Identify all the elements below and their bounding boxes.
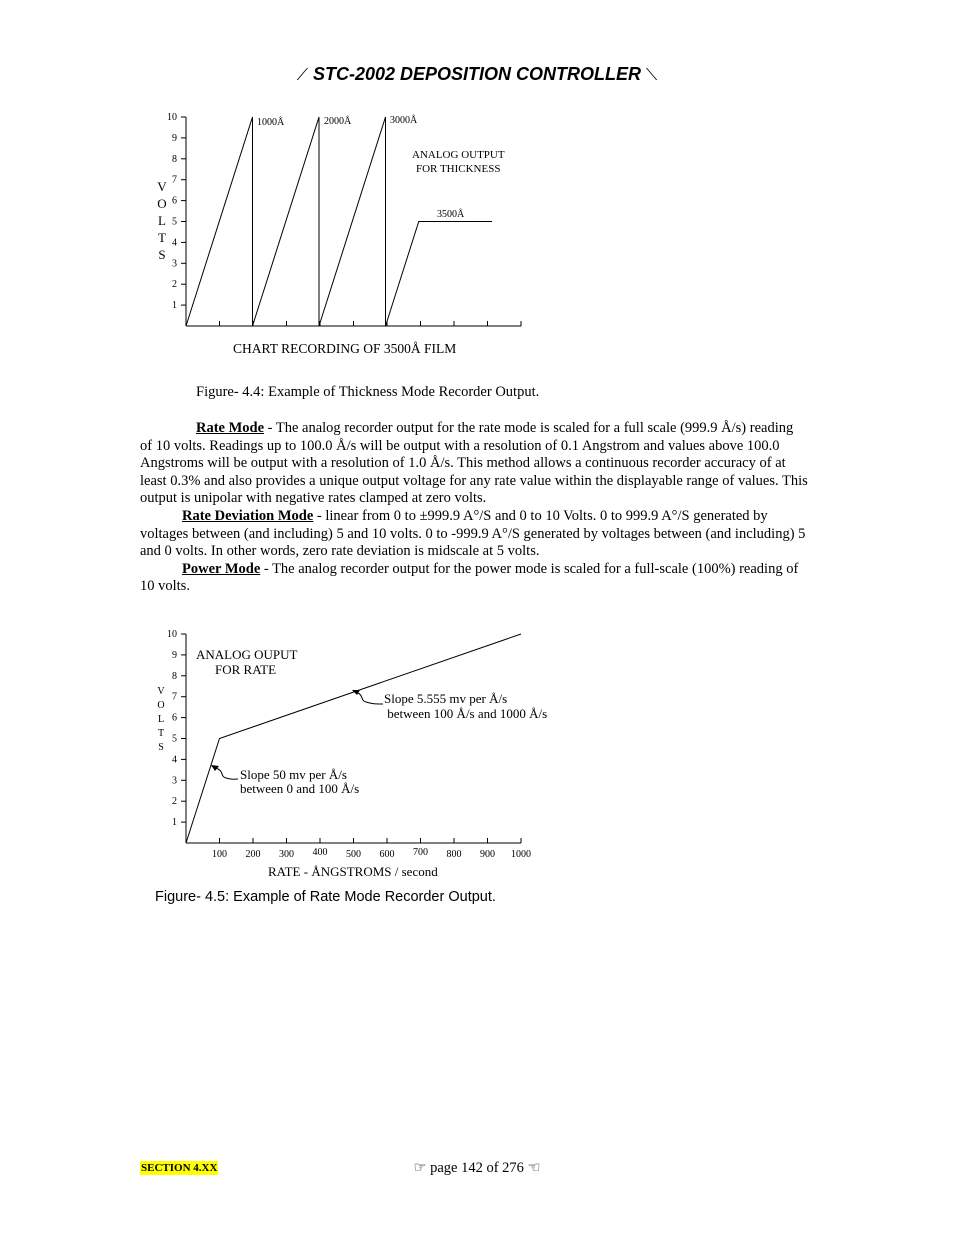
y-tick-label: 8 [172, 153, 177, 165]
x-tick-label: 100 [212, 849, 227, 860]
annotation-slope-upper-range: between 100 Å/s and 1000 Å/s [384, 706, 548, 721]
annotation-slope-upper: Slope 5.555 mv per Å/s [384, 691, 508, 706]
y-tick-label: 9 [172, 649, 177, 661]
y-tick-label: 4 [172, 754, 177, 766]
y-axis-label-letter: T [158, 230, 166, 245]
power-mode-text: - The analog recorder output for the power mode is scaled for a full-scale (100%) reading of 10 volts. [140, 560, 799, 595]
rate-mode-text: - The analog recorder output for the rate mode is scaled for a full scale (999.9 Å/s) reading of 10 volts. Readings up to 100.0 Å/s will be output with a resolution of 0.1 Angstrom and values above 100.0 Angstroms will be output with a resolution of 1.0 Å/s. This method allows a continuous recorder accuracy of at least 0.3% and also provides a unique output voltage for any rate value within the displayable range of values. This output is unipolar with negative rates clamped at zero volts. [140, 420, 808, 507]
y-axis-label-letter: L [157, 714, 165, 725]
annotation-slope-lower-range: between 0 and 100 Å/s [240, 781, 360, 796]
y-tick-label: 1 [172, 817, 177, 829]
y-tick-label: 10 [167, 629, 177, 640]
annotation-3500: 3500Å [437, 209, 465, 220]
page-header-title: STC-2002 DEPOSITION CONTROLLER [312, 64, 642, 84]
y-tick-label: 3 [172, 775, 177, 787]
figure-4-4-caption: Figure- 4.4: Example of Thickness Mode Recorder Output. [196, 384, 540, 400]
power-mode-term: Power Mode [182, 560, 261, 577]
y-axis-label-letter: V [157, 179, 167, 194]
y-tick-label: 7 [172, 174, 177, 186]
y-axis-label-letter: S [158, 247, 166, 262]
annotation-for-thickness: FOR THICKNESS [416, 163, 501, 175]
y-axis-label-letter: S [158, 742, 164, 753]
x-tick-label: 500 [346, 849, 361, 860]
annotation-analog-output: ANALOG OUTPUT [412, 149, 505, 161]
annotation-1000: 1000Å [257, 117, 285, 128]
y-tick-label: 9 [172, 132, 177, 144]
right-decoration-icon: ⟍ [646, 67, 658, 84]
y-tick-label: 6 [172, 195, 177, 207]
figure-4-5-caption: Figure- 4.5: Example of Rate Mode Recorder Output. [155, 889, 496, 905]
y-tick-label: 6 [172, 712, 177, 724]
y-axis-label-letter: V [157, 686, 165, 697]
x-tick-label: 700 [413, 847, 428, 858]
y-tick-label: 8 [172, 670, 177, 682]
y-axis-label-letter: L [158, 213, 166, 228]
annotation-slope-lower: Slope 50 mv per Å/s [240, 767, 347, 782]
section-badge: SECTION 4.XX [141, 1162, 218, 1174]
y-axis-label-letter: T [157, 728, 165, 739]
x-tick-label: 800 [446, 849, 462, 860]
y-tick-label: 7 [172, 691, 177, 703]
y-tick-label: 3 [172, 258, 177, 270]
annotation-for-rate: FOR RATE [215, 662, 277, 677]
y-tick-label: 5 [172, 216, 177, 228]
x-tick-label: 300 [279, 849, 294, 860]
y-tick-label: 1 [172, 300, 177, 312]
annotation-analog-ouput: ANALOG OUPUT [196, 647, 298, 662]
annotation-3000: 3000Å [390, 115, 418, 126]
x-tick-label: 1000 [511, 849, 531, 860]
left-decoration-icon: ⟋ [296, 67, 308, 84]
y-tick-label: 10 [167, 112, 177, 123]
rate-deviation-term: Rate Deviation Mode [182, 507, 314, 524]
y-axis-label-letter: O [157, 196, 167, 211]
y-axis-label-letter: O [157, 700, 165, 711]
rate-deviation-text: - linear from 0 to ±999.9 A°/S and 0 to 10 Volts. 0 to 999.9 A°/S generated by voltages between (and including) 5 and 10 volts. 0 to -999.9 A°/S generated by voltages between (and including) 5 and 0 volts. In other words, zero rate deviation is midscale at 5 volts. [140, 507, 806, 560]
y-tick-label: 2 [172, 279, 177, 291]
x-tick-label: 400 [312, 847, 328, 858]
x-axis-label: RATE - ÅNGSTROMS / second [268, 864, 438, 879]
y-tick-label: 4 [172, 237, 177, 249]
slope-arrow-lower-icon [211, 765, 219, 771]
page-number: ☞ page 142 of 276 ☜ [413, 1160, 541, 1176]
y-tick-label: 5 [172, 733, 177, 745]
y-tick-label: 2 [172, 796, 177, 808]
rate-mode-term: Rate Mode [196, 420, 265, 436]
x-tick-label: 900 [480, 849, 495, 860]
x-tick-label: 200 [245, 849, 261, 860]
x-tick-label: 600 [379, 849, 395, 860]
annotation-2000: 2000Å [324, 116, 352, 127]
x-axis-label: CHART RECORDING OF 3500Å FILM [233, 341, 457, 356]
